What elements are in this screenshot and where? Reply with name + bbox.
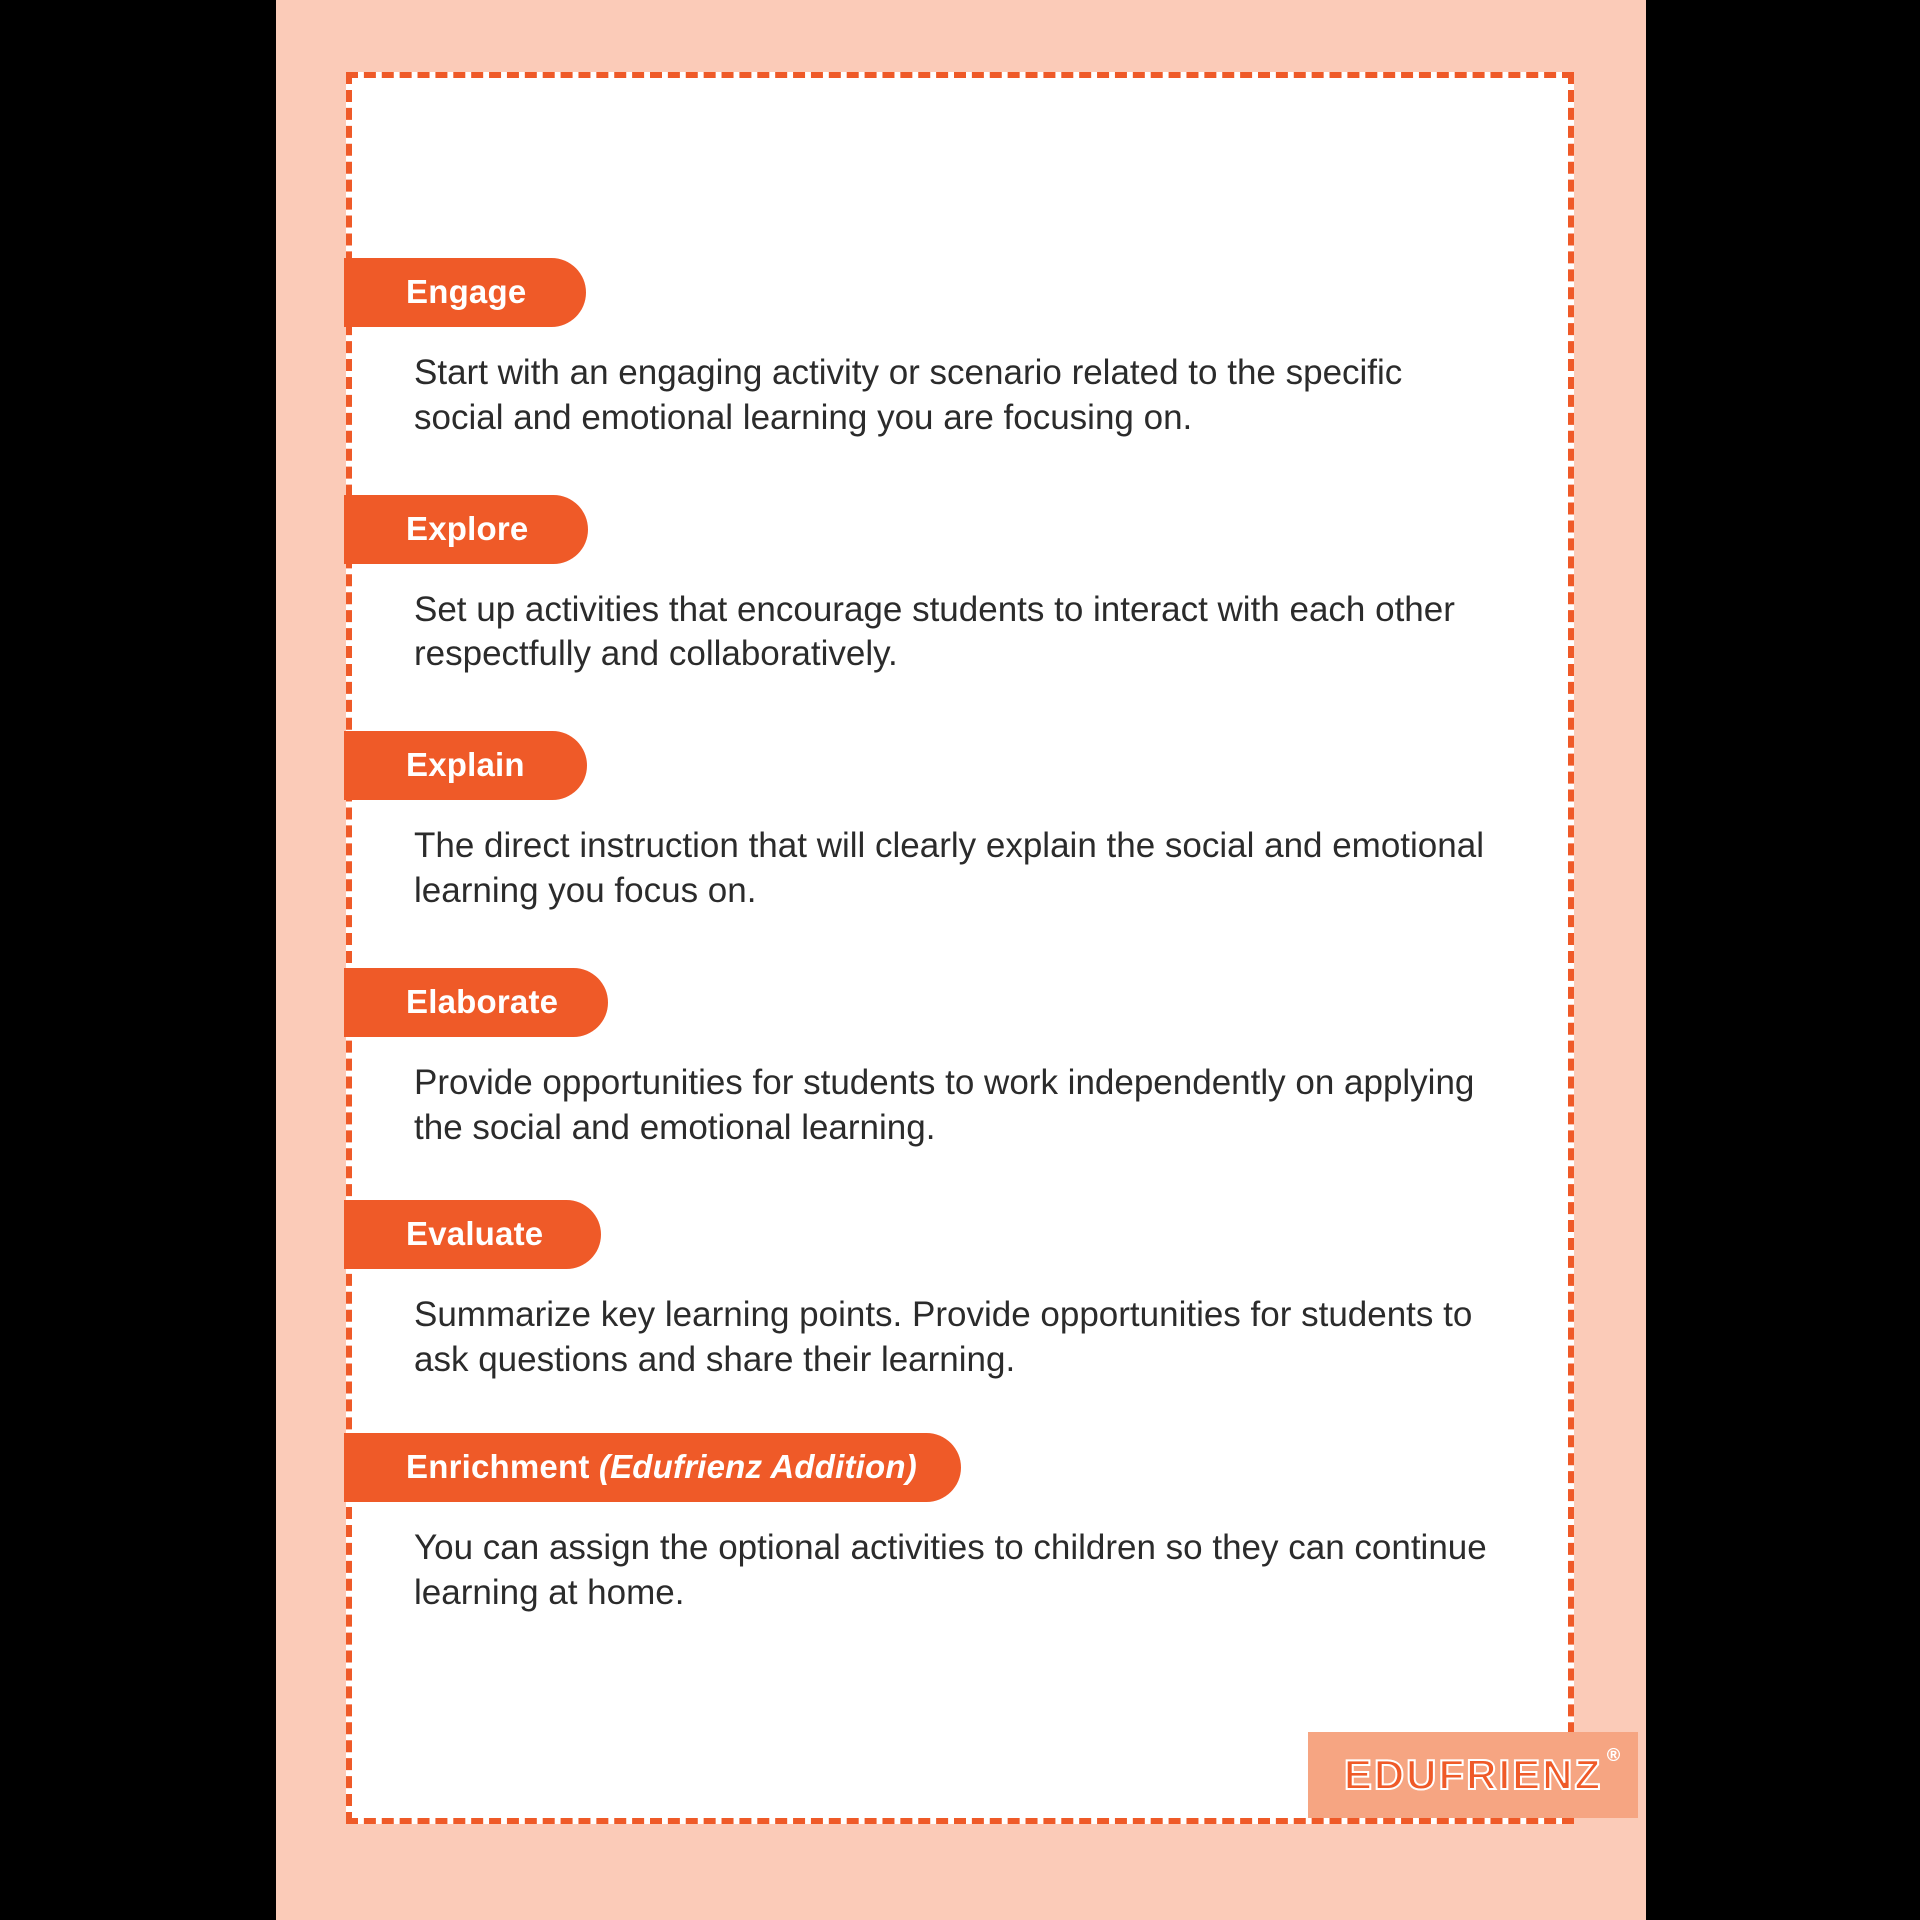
section-label-text: Engage bbox=[406, 273, 527, 310]
section-label-engage bbox=[344, 258, 586, 327]
registered-trademark-icon: ® bbox=[1606, 1745, 1623, 1765]
section-label-subtext: (Edufrienz Addition) bbox=[598, 1447, 917, 1485]
spacer bbox=[352, 451, 1540, 495]
section-evaluate bbox=[352, 1200, 1540, 1383]
section-body-evaluate: Summarize key learning points. Provide opportunities for students to ask questions and share their learning. bbox=[414, 1295, 1473, 1380]
section-engage bbox=[352, 258, 1540, 441]
section-label-enrichment bbox=[344, 1433, 961, 1502]
section-body-explore: Set up activities that encourage students to interact with each other respectfully and collaboratively. bbox=[414, 589, 1455, 674]
section-label-text: Explore bbox=[406, 509, 529, 547]
spacer bbox=[352, 924, 1540, 968]
section-label-explain bbox=[344, 731, 587, 800]
section-body-elaborate: Provide opportunities for students to work independently on applying the social and emotional learning. bbox=[414, 1062, 1475, 1147]
spacer bbox=[352, 1393, 1540, 1433]
section-body-explain: The direct instruction that will clearly explain the social and emotional learning you focus on. bbox=[414, 826, 1484, 910]
logo-text-label: EDUFRIENZ bbox=[1343, 1751, 1603, 1798]
section-label-text: Enrichment bbox=[406, 1447, 599, 1485]
section-label-text: Evaluate bbox=[406, 1215, 544, 1253]
spacer bbox=[352, 687, 1540, 731]
spacer bbox=[352, 1160, 1540, 1200]
section-label-explore bbox=[344, 495, 588, 564]
section-body-engage: Start with an engaging activity or scenario related to the specific social and emotional learning you are focusing on. bbox=[414, 353, 1403, 437]
section-explain bbox=[352, 731, 1540, 914]
section-body-enrichment: You can assign the optional activities to children so they can continue learning at home. bbox=[414, 1527, 1487, 1612]
section-label-elaborate bbox=[344, 968, 608, 1037]
section-label-evaluate bbox=[344, 1200, 601, 1269]
logo-wordmark bbox=[1343, 1745, 1623, 1799]
section-explore bbox=[352, 495, 1540, 678]
edufrienz-logo bbox=[1308, 1732, 1638, 1818]
sections-list bbox=[352, 258, 1568, 1626]
section-label-text: Explain bbox=[406, 746, 525, 784]
section-enrichment bbox=[352, 1433, 1540, 1616]
dashed-border-card bbox=[346, 72, 1623, 1824]
section-label-text: Elaborate bbox=[406, 982, 559, 1020]
section-elaborate bbox=[352, 968, 1540, 1151]
document-page bbox=[276, 0, 1646, 1920]
